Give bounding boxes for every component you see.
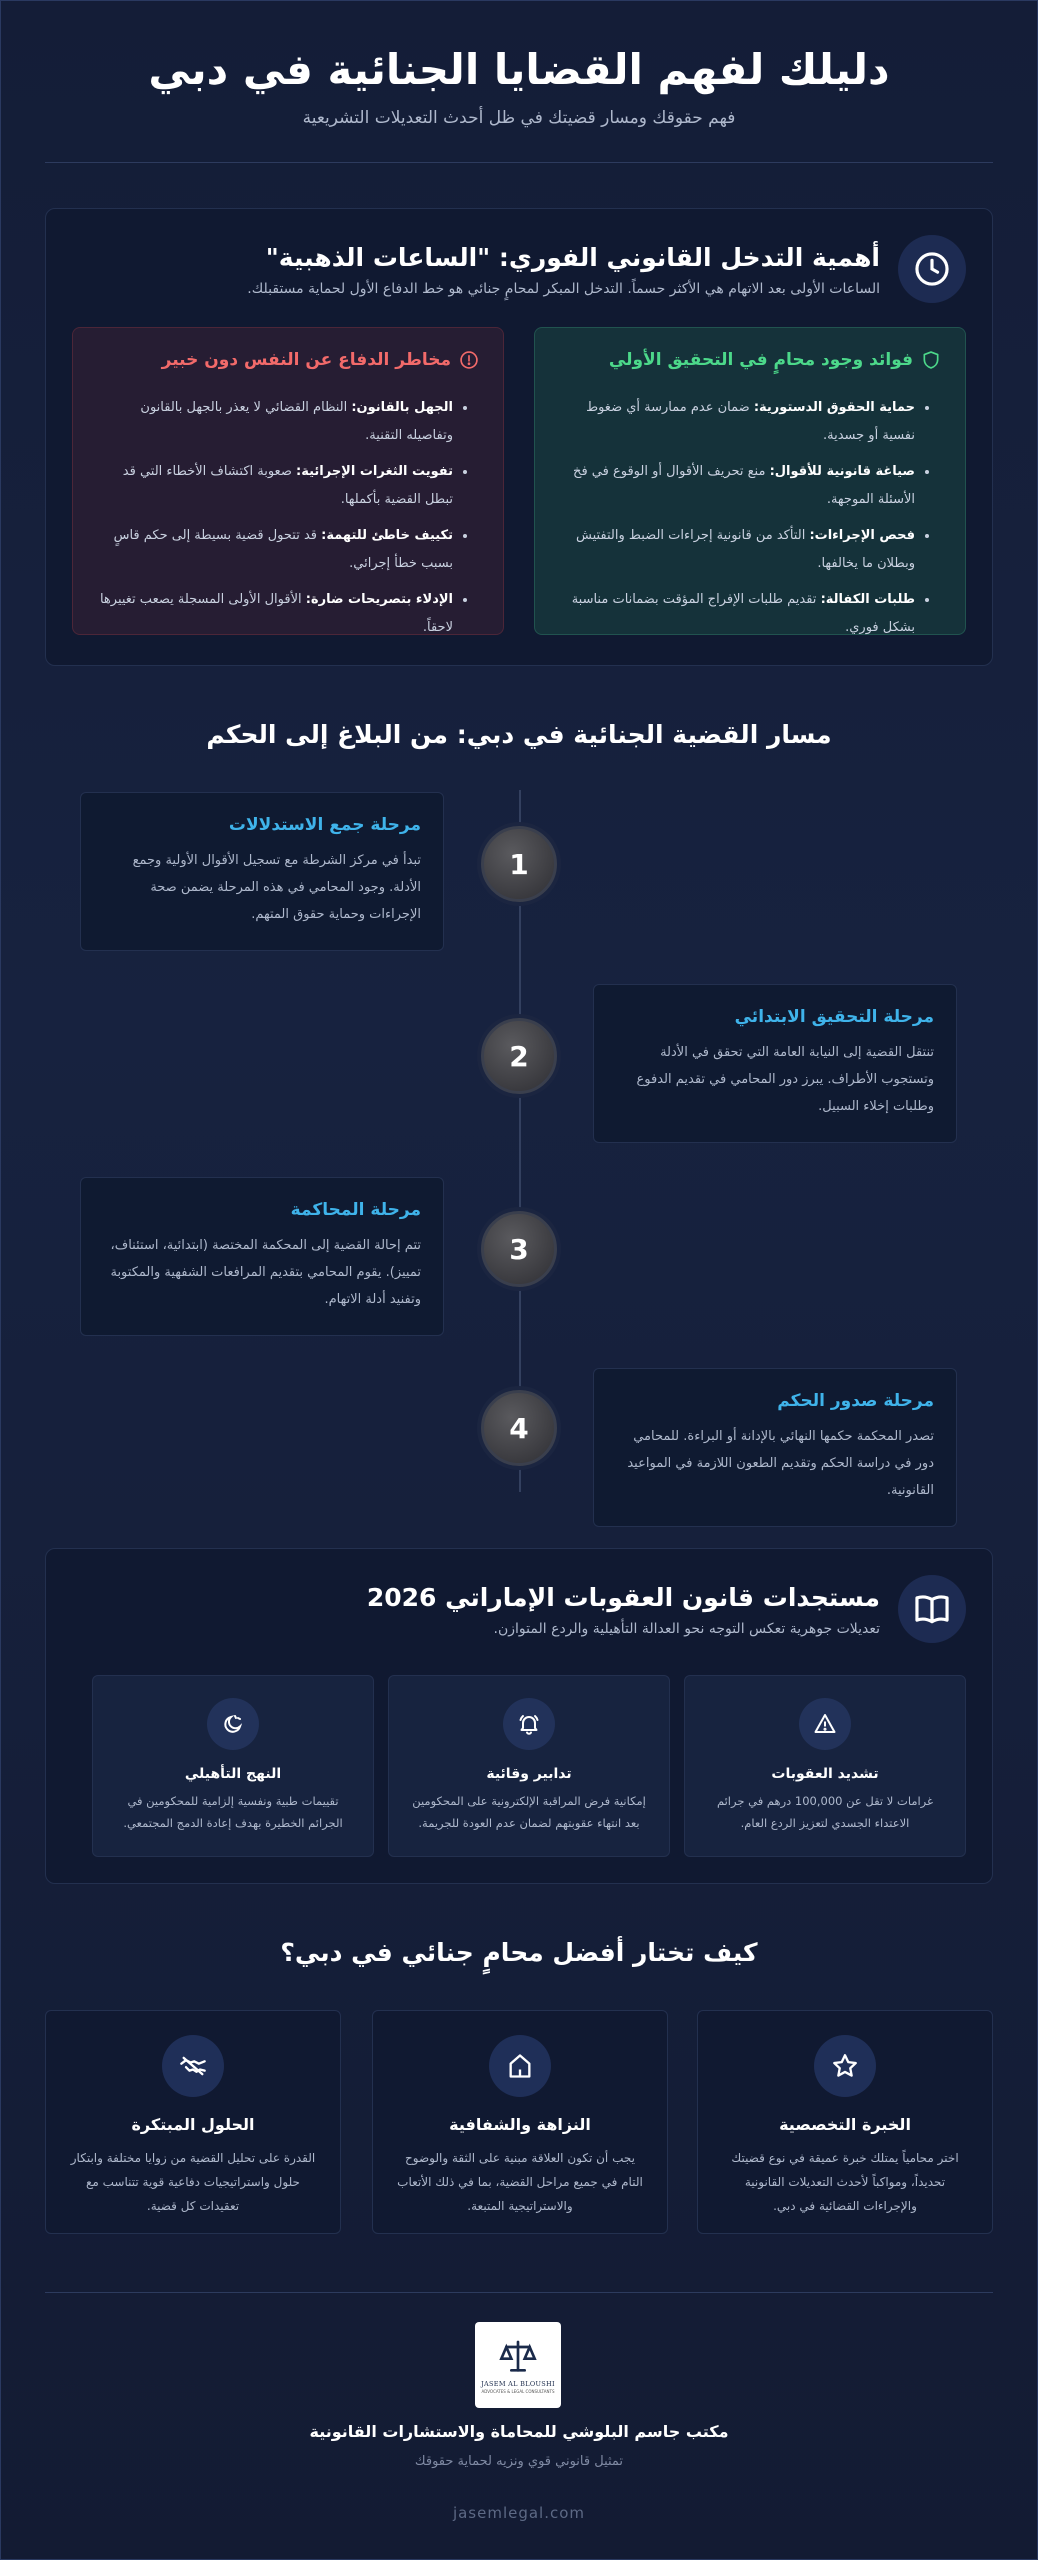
firm-tagline: تمثيل قانوني قوي ونزيه لحماية حقوقك [414,2454,624,2469]
update-text: غرامات لا تقل عن 100,000 درهم في جرائم الاعتداء الجسدي لتعزيز الردع العام. [716,1794,934,1830]
page-header [45,0,993,128]
item-bold: الجهل بالقانون: [351,400,453,415]
firm-logo [475,2322,561,2408]
page-title: دليلك لفهم القضايا الجنائية في دبي [148,45,890,94]
golden-hours-title: أهمية التدخل القانوني الفوري: "الساعات الذهبية" [265,243,880,272]
timeline-step-3 [80,1177,444,1336]
choose-card-expertise [697,2010,993,2234]
choose-text: يجب أن تكون العلاقة مبنية على الثقة والوضوح التام في جميع مراحل القضية، بما في ذلك الأتعاب والاستراتيجية المتبعة. [397,2151,643,2213]
item-text: النظام القضائي لا يعذر بالجهل بالقانون وتفاصيله التقنية. [140,400,453,443]
item-bold: الإدلاء بتصريحات ضارة: [305,592,453,607]
item-text: التأكد من قانونية إجراءات الضبط والتفتيش وبطلان ما يخالفها. [576,528,915,571]
timeline-step-1 [80,792,444,951]
warning-icon [799,1698,851,1750]
risks-title: مخاطر الدفاع عن النفس دون خبير [161,350,451,370]
step-text: تنتقل القضية إلى النيابة العامة التي تحقق في الأدلة وتستجوب الأطراف. يبرز دور المحامي في تقديم الدفوع وطلبات إخلاء السبيل. [636,1045,934,1114]
step-text: تصدر المحكمة حكمها النهائي بالإدانة أو البراءة. للمحامي دور في دراسة الحكم وتقديم الطعون اللازمة في المواعيد القانونية. [627,1429,934,1498]
update-title: تشديد العقوبات [771,1766,879,1782]
item-text: قد تتحول قضية بسيطة إلى حكم قاسٍ بسبب خطأ إجرائي. [113,528,453,571]
choose-lawyer-title: كيف تختار أفضل محامٍ جنائي في دبي؟ [280,1938,758,1967]
benefits-box [534,327,966,635]
choose-text: اختر محامياً يمتلك خبرة عميقة في نوع قضيتك تحديداً، ومواكباً لأحدث التعديلات القانونية والإجراءات القضائية في دبي. [731,2151,959,2213]
page-subtitle: فهم حقوقك ومسار قضيتك في ظل أحدث التعديلات التشريعية [302,108,736,128]
list-item [559,458,915,514]
updates-subtitle: تعديلات جوهرية تعكس التوجه نحو العدالة التأهيلية والردع المتوازن. [493,1621,880,1637]
clock-icon [898,235,966,303]
golden-hours-section [45,208,993,666]
benefits-list [559,394,941,642]
step-title: مرحلة صدور الحكم [777,1391,934,1411]
alert-circle-icon [459,350,479,370]
handshake-icon [162,2035,224,2097]
golden-hours-subtitle: الساعات الأولى بعد الاتهام هي الأكثر حسماً. التدخل المبكر لمحامٍ جنائي هو خط الدفاع الأول لحماية مستقبلك. [247,281,880,297]
website-link[interactable]: jasemlegal.com [452,2504,586,2522]
item-text: منع تحريف الأقوال أو الوقوع في فخ الأسئلة الموجهة. [573,464,915,507]
step-number-2: 2 [481,1018,557,1094]
timeline-title: مسار القضية الجنائية في دبي: من البلاغ إلى الحكم [206,720,832,749]
list-item [559,586,915,642]
risks-heading [97,350,479,370]
moon-icon [207,1698,259,1750]
risks-list [97,394,479,642]
list-item [97,394,453,450]
updates-title: مستجدات قانون العقوبات الإماراتي 2026 [366,1583,880,1612]
update-card-penalties [684,1675,966,1857]
item-bold: تفويت الثغرات الإجرائية: [296,464,453,479]
step-title: مرحلة جمع الاستدلالات [228,815,421,835]
choose-title: النزاهة والشفافية [449,2115,591,2134]
step-title: مرحلة التحقيق الابتدائي [734,1007,934,1027]
benefits-title: فوائد وجود محامٍ في التحقيق الأولي [608,350,913,370]
item-bold: طلبات الكفالة: [820,592,915,607]
benefits-heading [559,350,941,370]
update-title: النهج التأهيلي [184,1766,282,1782]
divider [45,162,993,163]
step-number-3: 3 [481,1211,557,1287]
choose-card-integrity [372,2010,668,2234]
list-item [559,522,915,578]
shield-icon [921,350,941,370]
step-number-1: 1 [481,826,557,902]
update-card-rehabilitation [92,1675,374,1857]
book-icon [898,1575,966,1643]
logo-name: JASEM AL BLOUSHI [481,2379,555,2388]
list-item [97,586,453,642]
logo-subtitle: ADVOCATES & LEGAL CONSULTANTS [481,2388,555,2394]
footer-divider [45,2292,993,2293]
update-card-preventive [388,1675,670,1857]
page [45,0,993,2522]
choose-title: الحلول المبتكرة [131,2115,255,2134]
update-text: تقييمات طبية ونفسية إلزامية للمحكومين في الجرائم الخطيرة بهدف إعادة الدمج المجتمعي. [123,1794,343,1830]
risks-box [72,327,504,635]
item-text: صعوبة اكتشاف الأخطاء التي قد تبطل القضية بأكملها. [122,464,453,507]
star-icon [814,2035,876,2097]
item-text: تقديم طلبات الإفراج المؤقت بضمانات مناسبة بشكل فوري. [571,592,915,635]
step-text: تبدأ في مركز الشرطة مع تسجيل الأقوال الأولية وجمع الأدلة. وجود المحامي في هذه المرحلة يضمن صحة الإجراءات وحماية حقوق المتهم. [132,853,421,922]
update-text: إمكانية فرض المراقبة الإلكترونية على المحكومين بعد انتهاء عقوبتهم لضمان عدم العودة للجريمة. [412,1794,646,1830]
item-text: الأقوال الأولى المسجلة يصعب تغييرها لاحقاً. [99,592,453,635]
choose-title: الخبرة التخصصية [779,2115,911,2134]
step-number-4: 4 [481,1390,557,1466]
list-item [97,522,453,578]
bell-icon [503,1698,555,1750]
firm-name: مكتب جاسم البلوشي للمحاماة والاستشارات القانونية [309,2422,729,2441]
penal-code-updates-section [45,1548,993,1884]
item-bold: تكييف خاطئ للتهمة: [321,528,453,543]
list-item [559,394,915,450]
list-item [97,458,453,514]
choose-card-innovation [45,2010,341,2234]
item-bold: صياغة قانونية للأقوال: [769,464,915,479]
step-title: مرحلة المحاكمة [290,1200,421,1220]
item-bold: حماية الحقوق الدستورية: [753,400,915,415]
timeline-step-2 [593,984,957,1143]
home-icon [489,2035,551,2097]
scales-of-justice-icon [498,2337,538,2377]
item-text: ضمان عدم ممارسة أي ضغوط نفسية أو جسدية. [586,400,915,443]
choose-text: القدرة على تحليل القضية من زوايا مختلفة وابتكار حلول واستراتيجيات دفاعية قوية تتناسب مع تعقيدات كل قضية. [70,2151,316,2213]
item-bold: فحص الإجراءات: [809,528,915,543]
step-text: تتم إحالة القضية إلى المحكمة المختصة (ابتدائية، استئناف، تمييز). يقوم المحامي بتقديم المرافعات الشفهية والمكتوبة وتفنيد أدلة الاتهام. [110,1238,421,1307]
timeline-step-4 [593,1368,957,1527]
update-title: تدابير وقائية [486,1766,572,1782]
